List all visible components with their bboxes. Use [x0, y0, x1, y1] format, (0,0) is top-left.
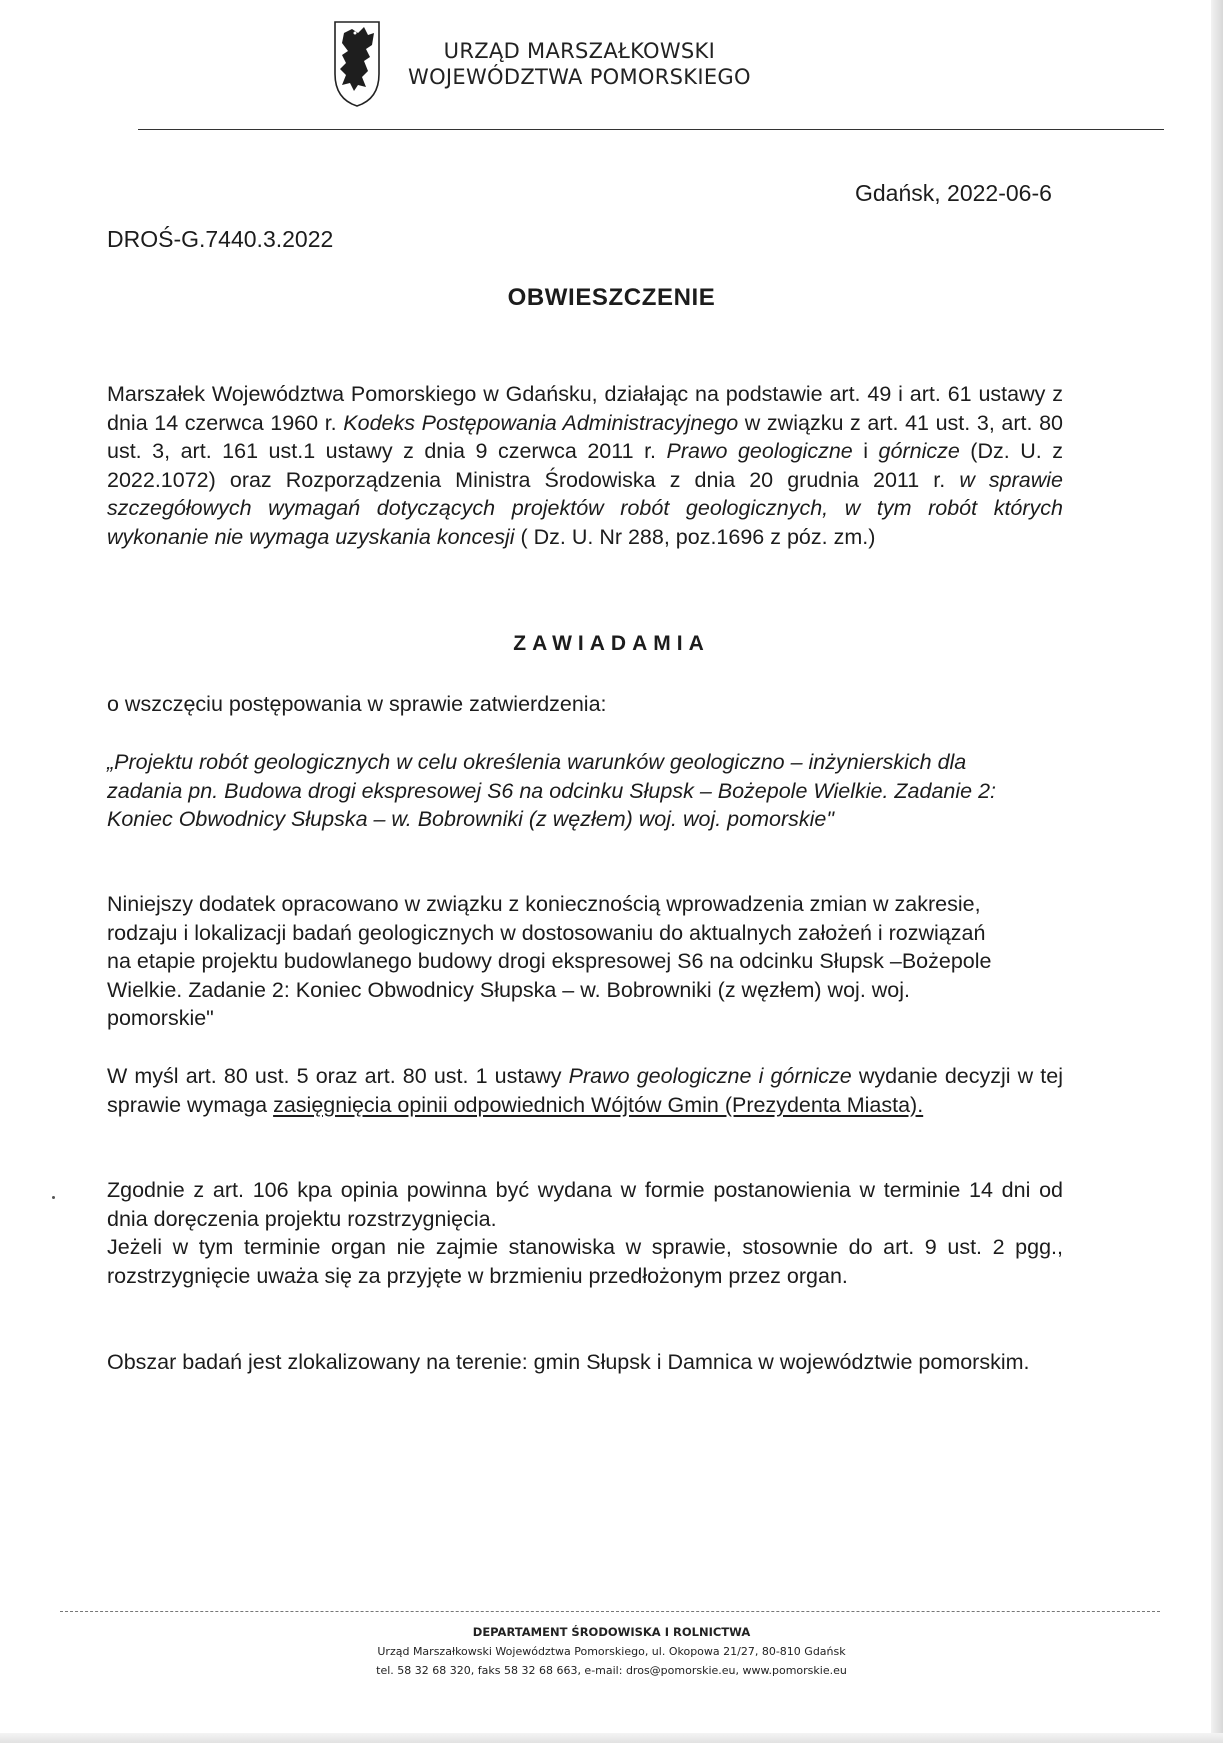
opinion-requirement-paragraph	[107, 1062, 1063, 1119]
footer-address: Urząd Marszałkowski Województwa Pomorskiego, ul. Okopowa 21/27, 80-810 Gdańsk	[377, 1645, 846, 1658]
legal-basis-paragraph	[107, 380, 1063, 551]
kpa-deadline-paragraph	[107, 1176, 1063, 1290]
footer-divider	[60, 1611, 1160, 1612]
announcement-heading: ZAWIADAMIA	[513, 632, 710, 655]
letterhead	[332, 14, 751, 114]
pomeranian-griffin-crest-icon	[332, 19, 382, 109]
header-divider	[138, 129, 1164, 130]
kpa-act-title: Kodeks Postępowania Administracyjnego	[343, 410, 739, 435]
organization-line-2: WOJEWÓDZTWA POMORSKIEGO	[408, 65, 751, 89]
scan-speck	[52, 1196, 55, 1199]
organization-name	[408, 38, 751, 91]
opinion-text: W myśl art. 80 ust. 5 oraz art. 80 ust. 1 ustawy	[107, 1064, 569, 1088]
opinion-text: wydanie decyzji w tej sprawie wymaga	[107, 1064, 1063, 1117]
legal-basis-text: (Dz. U. z 2022.1072) oraz Rozporządzenia Ministra Środowiska z dnia 20 grudnia 2011 r.	[107, 439, 1063, 492]
regulation-title: w sprawie szczegółowych wymagań dotyczących projektów robót geologicznych, w tym robót których wykonanie nie wymaga uzyskania koncesji	[107, 467, 1063, 549]
kpa-deadline-text: Zgodnie z art. 106 kpa opinia powinna być wydana w formie postanowienia w terminie 14 dni od dnia doręczenia projektu rozstrzygnięcia.	[107, 1178, 1063, 1231]
project-title: „Projektu robót geologicznych w celu określenia warunków geologiczno – inżynierskich dla zadania pn. Budowa drogi ekspresowej S6 na odcinku Słupsk – Bożepole Wielkie. Zadanie 2: Koniec Obwodnicy Słupska – w. Bobrowniki (z węzłem) woj. woj. pomorskie"	[107, 750, 997, 831]
footer-contact: tel. 58 32 68 320, faks 58 32 68 663, e-mail: dros@pomorskie.eu, www.pomorskie.eu	[376, 1664, 847, 1677]
legal-basis-text: w związku z art. 41 ust. 3, art. 80 ust. 3, art. 161 ust.1 ustawy z dnia 9 czerwca 2011 r.	[107, 410, 1064, 463]
legal-basis-text: ( Dz. U. Nr 288, poz.1696 z póz. zm.)	[514, 524, 876, 549]
tacit-approval-text: Jeżeli w tym terminie organ nie zajmie stanowiska w sprawie, stosownie do art. 9 ust. 2 pgg., rozstrzygnięcie uważa się za przyjęte w brzmieniu przedłożonym przez organ.	[107, 1235, 1063, 1288]
case-reference-number: DROŚ-G.7440.3.2022	[107, 226, 334, 252]
announcement-intro: o wszczęciu postępowania w sprawie zatwierdzenia:	[107, 692, 607, 716]
legal-basis-text: Marszałek Województwa Pomorskiego w Gdańsku, działając na podstawie art. 49 i art. 61 ustawy z dnia 14 czerwca 1960 r.	[107, 382, 1063, 435]
scanned-page-bottom-edge	[0, 1733, 1223, 1743]
addendum-paragraph: Niniejszy dodatek opracowano w związku z koniecznością wprowadzenia zmian w zakresie, rodzaju i lokalizacji badań geologicznych w dostosowaniu do aktualnych założeń i rozwiązań na etapie projektu budowlanego budowy drogi ekspresowej S6 na odcinku Słupsk –Bożepole Wielkie. Zadanie 2: Koniec Obwodnicy Słupska – w. Bobrowniki (z węzłem) woj. woj. pomorskie"	[107, 892, 992, 1030]
study-area-paragraph: Obszar badań jest zlokalizowany na terenie: gmin Słupsk i Damnica w województwie pomorskim.	[107, 1350, 1030, 1374]
geology-law-title: Prawo geologiczne	[666, 439, 853, 463]
footer	[0, 1622, 1223, 1680]
legal-basis-text: i	[852, 439, 879, 463]
footer-department: DEPARTAMENT ŚRODOWISKA I ROLNICTWA	[472, 1625, 751, 1639]
geology-law-title: Prawo geologiczne i górnicze	[568, 1064, 852, 1088]
document-title: OBWIESZCZENIE	[507, 284, 716, 311]
geology-law-title: górnicze	[878, 439, 960, 463]
scanned-page-edge	[1211, 0, 1223, 1743]
opinion-requirement-underlined: zasięgnięcia opinii odpowiednich Wójtów Gmin (Prezydenta Miasta).	[273, 1092, 924, 1117]
place-and-date: Gdańsk, 2022-06-6	[855, 180, 1052, 206]
organization-line-1: URZĄD MARSZAŁKOWSKI	[443, 38, 716, 63]
